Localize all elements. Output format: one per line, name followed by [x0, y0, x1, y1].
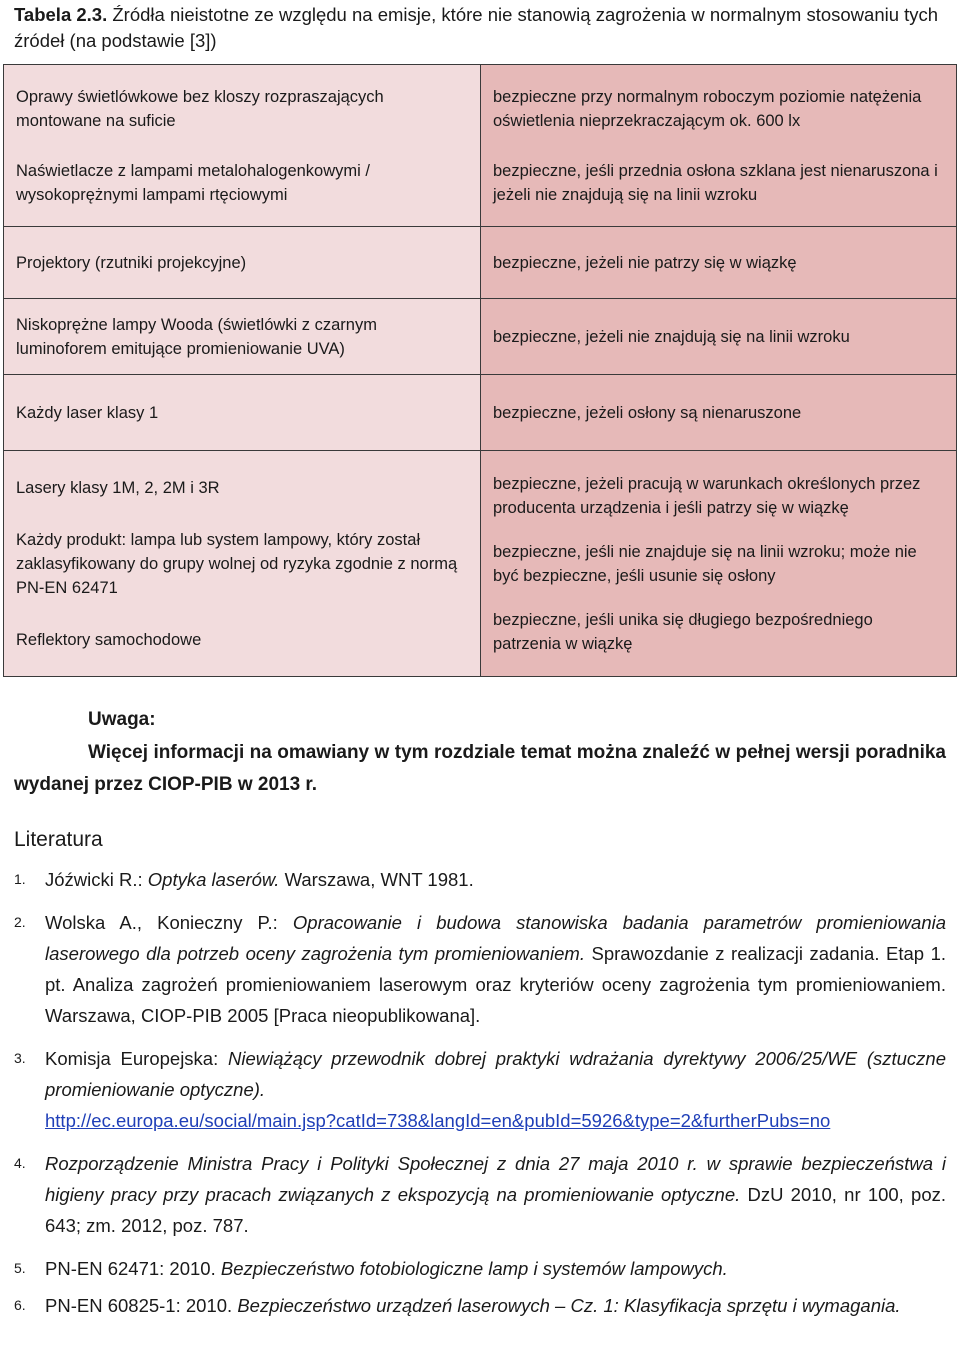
list-item: [14, 907, 946, 1031]
literature-heading: Literatura: [14, 828, 103, 851]
reference-title: Opracowanie i budowa stanowiska badania parametrów promieniowania laserowego dla potrzeb oceny zagrożenia tym promieniowaniem.: [45, 912, 947, 964]
reference-link[interactable]: http://ec.europa.eu/social/main.jsp?catId=738&langId=en&pubId=5926&type=2&furtherPubs=no: [45, 1110, 831, 1131]
reference-author: Komisja Europejska:: [45, 1048, 219, 1069]
assessment-text: bezpieczne przy normalnym roboczym poziomie natężenia oświetlenia nieprzekraczającym ok. 600 lx: [493, 87, 922, 130]
source-text: Reflektory samochodowe: [16, 630, 202, 649]
reference-number: 3.: [14, 1050, 26, 1066]
source-text: Każdy produkt: lampa lub system lampowy, który został zaklasyfikowany do grupy wolnej od ryzyka zgodnie z normą PN-EN 62471: [16, 530, 458, 597]
reference-number: 1.: [14, 871, 26, 887]
table-cell-source: [4, 451, 481, 677]
list-item: [14, 1148, 946, 1241]
assessment-text: bezpieczne, jeśli przednia osłona szklana jest nienaruszona i jeżeli nie znajdują się na linii wzroku: [493, 161, 938, 204]
reference-details: Warszawa, WNT 1981.: [284, 869, 474, 890]
reference-author: Wolska A., Konieczny P.:: [45, 912, 278, 933]
list-item: [14, 1043, 946, 1136]
table-caption: [14, 2, 946, 54]
assessment-text: bezpieczne, jeśli nie znajduje się na linii wzroku; może nie być bezpieczne, jeśli usunie się osłony: [493, 542, 917, 585]
reference-number: 4.: [14, 1155, 26, 1171]
reference-number: 5.: [14, 1260, 26, 1276]
reference-author: PN-EN 62471: 2010.: [45, 1258, 216, 1279]
table-cell-assessment: bezpieczne, jeżeli nie znajdują się na linii wzroku: [481, 299, 957, 375]
table-row: [4, 375, 957, 451]
table-cell-assessment: bezpieczne, jeżeli osłony są nienaruszone: [481, 375, 957, 451]
note-label: Uwaga:: [88, 709, 156, 730]
reference-number: 2.: [14, 914, 26, 930]
reference-title: Bezpieczeństwo fotobiologiczne lamp i systemów lampowych.: [220, 1258, 728, 1279]
source-text: Lasery klasy 1M, 2, 2M i 3R: [16, 478, 220, 497]
reference-author: PN-EN 60825-1: 2010.: [45, 1295, 233, 1316]
table-row: [4, 299, 957, 375]
table-cell-source: Każdy laser klasy 1: [4, 375, 481, 451]
reference-details: DzU 2010, nr 100, poz. 643; zm. 2012, poz. 787.: [45, 1184, 946, 1236]
list-item: [14, 864, 946, 895]
assessment-text: bezpieczne, jeśli unika się długiego bezpośredniego patrzenia w wiązkę: [493, 610, 873, 653]
list-item: [14, 1253, 946, 1284]
table-cell-assessment: [481, 65, 957, 227]
table-number: Tabela 2.3.: [14, 4, 108, 25]
reference-author: Jóźwicki R.:: [45, 869, 143, 890]
table-caption-text: Źródła nieistotne ze względu na emisje, które nie stanowią zagrożenia w normalnym stosowaniu tych źródeł (na podstawie [3]): [14, 4, 939, 51]
reference-title: Niewiążący przewodnik dobrej praktyki wdrażania dyrektywy 2006/25/WE (sztuczne promieniowanie optyczne).: [45, 1048, 946, 1100]
reference-title: Optyka laserów.: [147, 869, 280, 890]
table-row: [4, 451, 957, 677]
source-text: Oprawy świetlówkowe bez kloszy rozpraszających montowane na suficie: [16, 87, 384, 130]
table-cell-assessment: [481, 451, 957, 677]
table-cell-source: Projektory (rzutniki projekcyjne): [4, 227, 481, 299]
table-cell-source: Niskoprężne lampy Wooda (świetlówki z czarnym luminoforem emitujące promieniowanie UVA): [4, 299, 481, 375]
source-text: Naświetlacze z lampami metalohalogenkowymi / wysokoprężnymi lampami rtęciowymi: [16, 161, 370, 204]
reference-title: Rozporządzenie Ministra Pracy i Polityki Społecznej z dnia 27 maja 2010 r. w sprawie bezpieczeństwa i higieny pracy przy pracach związanych z ekspozycją na promieniowanie optyczne.: [45, 1153, 946, 1205]
table-cell-source: [4, 65, 481, 227]
sources-table: [3, 64, 957, 677]
reference-title: Bezpieczeństwo urządzeń laserowych – Cz. 1: Klasyfikacja sprzętu i wymagania.: [237, 1295, 901, 1316]
table-row: [4, 227, 957, 299]
table-row: [4, 65, 957, 227]
reference-list: [14, 864, 946, 1321]
note-text: Więcej informacji na omawiany w tym rozdziale temat można znaleźć w pełnej wersji poradnika wydanej przez CIOP-PIB w 2013 r.: [14, 742, 946, 795]
reference-details: Sprawozdanie z realizacji zadania. Etap 1. pt. Analiza zagrożeń promieniowaniem laserowym oraz kryteriów oceny zagrożenia tym promieniowaniem. Warszawa, CIOP-PIB 2005 [Praca nieopublikowana].: [45, 943, 947, 1026]
table-cell-assessment: bezpieczne, jeżeli nie patrzy się w wiązkę: [481, 227, 957, 299]
note-block: [14, 703, 946, 801]
reference-number: 6.: [14, 1297, 26, 1313]
list-item: [14, 1290, 946, 1321]
assessment-text: bezpieczne, jeżeli pracują w warunkach określonych przez producenta urządzenia i jeśli patrzy się w wiązkę: [493, 474, 921, 517]
